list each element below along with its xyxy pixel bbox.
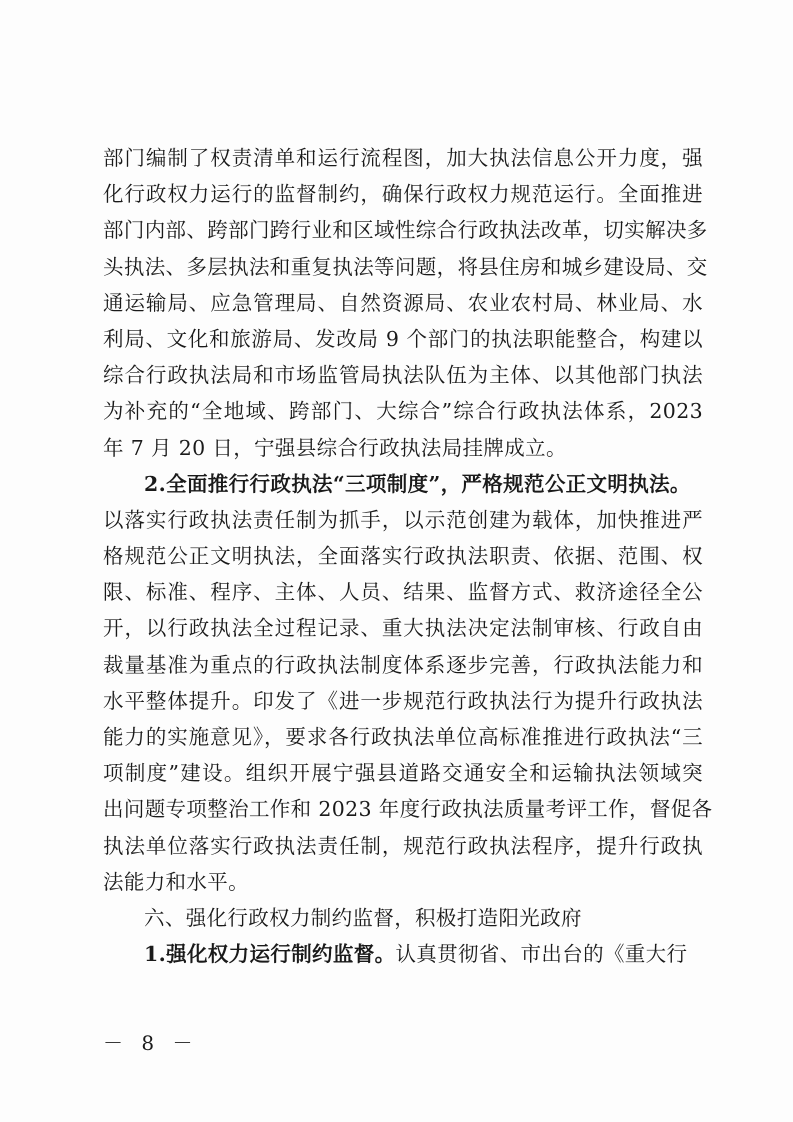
paragraph-line: 通运输局、应急管理局、自然资源局、农业农村局、林业局、水 (103, 290, 703, 315)
paragraph-line: 化行政权力运行的监督制约，确保行政权力规范运行。全面推进 (103, 182, 703, 207)
paragraph-line: 格规范公正文明执法，全面落实行政执法职责、依据、范围、权 (103, 544, 703, 569)
section-6-1-lead: 1.强化权力运行制约监督。 (144, 942, 396, 967)
section-2-heading: 2.全面推行行政执法“三项制度”，严格规范公正文明执法。 (144, 471, 691, 496)
paragraph-line: 部门内部、跨部门跨行业和区域性综合行政执法改革，切实解决多 (103, 218, 708, 243)
paragraph-line: 项制度”建设。组织开展宁强县道路交通安全和运输执法领域突 (103, 761, 703, 786)
paragraph-line: 限、标准、程序、主体、人员、结果、监督方式、救济途径全公 (103, 580, 703, 605)
paragraph-line: 年 7 月 20 日，宁强县综合行政执法局挂牌成立。 (103, 435, 567, 460)
paragraph-line: 能力的实施意见》，要求各行政执法单位高标准推进行政执法“三 (103, 725, 703, 749)
paragraph-line: 头执法、多层执法和重复执法等问题，将县住房和城乡建设局、交 (103, 254, 708, 279)
page-number: － 8 － (103, 1031, 199, 1055)
paragraph-line: 开，以行政执法全过程记录、重大执法决定法制审核、行政自由 (103, 616, 703, 641)
paragraph-line: 综合行政执法局和市场监管局执法队伍为主体、以其他部门执法 (103, 363, 703, 388)
section-6-1-text: 认真贯彻省、市出台的《重大行 (395, 942, 688, 967)
paragraph-line: 法能力和水平。 (103, 869, 249, 894)
paragraph-line: 部门编制了权责清单和运行流程图，加大执法信息公开力度，强 (103, 146, 703, 170)
body-text (103, 140, 713, 972)
paragraph-line: 水平整体提升。印发了《进一步规范行政执法行为提升行政执法 (103, 688, 703, 713)
paragraph-line: 为补充的“全地域、跨部门、大综合”综合行政执法体系，2023 (103, 399, 703, 424)
paragraph-line: 以落实行政执法责任制为抓手，以示范创建为载体，加快推进严 (103, 507, 703, 532)
paragraph-line: 利局、文化和旅游局、发改局 9 个部门的执法职能整合，构建以 (103, 326, 703, 351)
paragraph-line: 执法单位落实行政执法责任制，规范行政执法程序，提升行政执 (103, 833, 703, 858)
paragraph-line: 出问题专项整治工作和 2023 年度行政执法质量考评工作，督促各 (103, 797, 713, 822)
section-6-heading: 六、强化行政权力制约监督，积极打造阳光政府 (144, 905, 582, 930)
paragraph-line: 裁量基准为重点的行政执法制度体系逐步完善，行政执法能力和 (103, 652, 703, 677)
section-6-1-line (103, 936, 703, 972)
